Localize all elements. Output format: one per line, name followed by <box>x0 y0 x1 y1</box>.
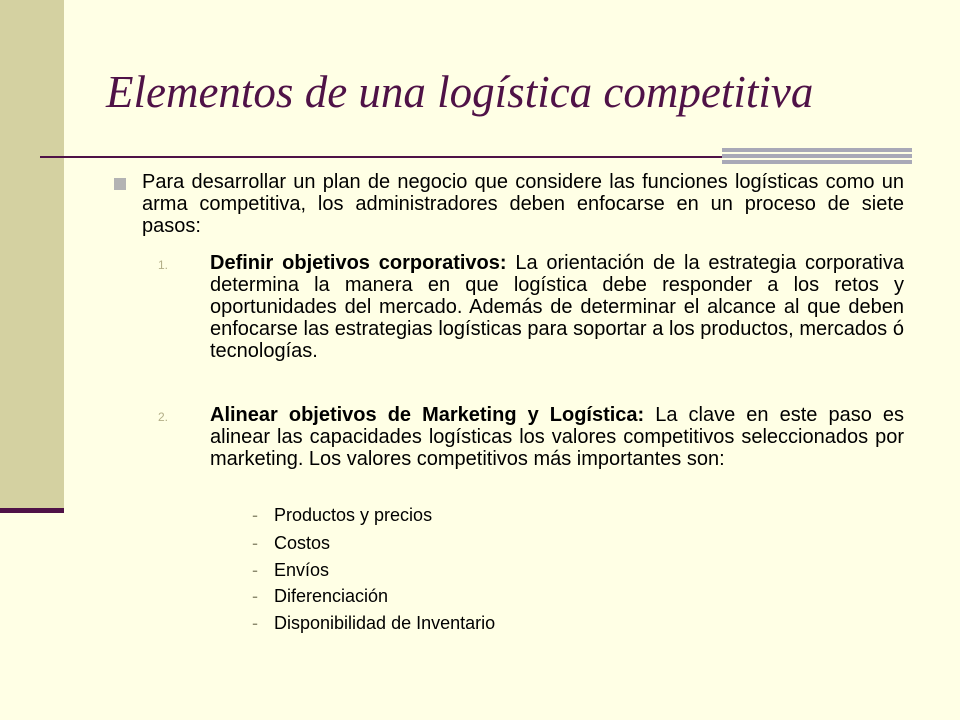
intro-paragraph: Para desarrollar un plan de negocio que considere las funciones logísticas como un arma competitiva, los administradores deben enfocarse en un proceso de siete pasos: <box>142 171 904 237</box>
dash-bullet: - <box>252 505 258 525</box>
step-item <box>210 252 904 362</box>
value-item: Costos <box>274 533 331 553</box>
value-item: Diferenciación <box>274 586 389 606</box>
dash-bullet: - <box>252 586 258 606</box>
value-item: Productos y precios <box>274 505 433 525</box>
step-heading: Definir objetivos corporativos: <box>210 252 507 274</box>
step-heading: Alinear objetivos de Marketing y Logística: <box>210 404 645 426</box>
dash-bullet: - <box>252 533 258 553</box>
step-number: 2. <box>158 410 169 424</box>
step-number: 1. <box>158 258 169 272</box>
dash-bullet: - <box>252 613 258 633</box>
step-text: La orientación de la estrategia corporativa determina la manera en que logística debe responder a los retos y oportunidades del mercado. Además de determinar el alcance al que deben enfocarse las estrategias logísticas para soportar a los productos, mercados ó tecnologías. <box>210 252 904 362</box>
step-item <box>210 404 904 470</box>
slide-title: Elementos de una logística competitiva <box>106 67 814 117</box>
dash-bullet: - <box>252 560 258 580</box>
step-text: La clave en este paso es alinear las capacidades logísticas los valores competitivos seleccionados por marketing. Los valores competitivos más importantes son: <box>210 404 904 470</box>
square-bullet-icon <box>114 178 126 190</box>
value-item: Disponibilidad de Inventario <box>274 613 496 633</box>
value-item: Envíos <box>274 560 330 580</box>
